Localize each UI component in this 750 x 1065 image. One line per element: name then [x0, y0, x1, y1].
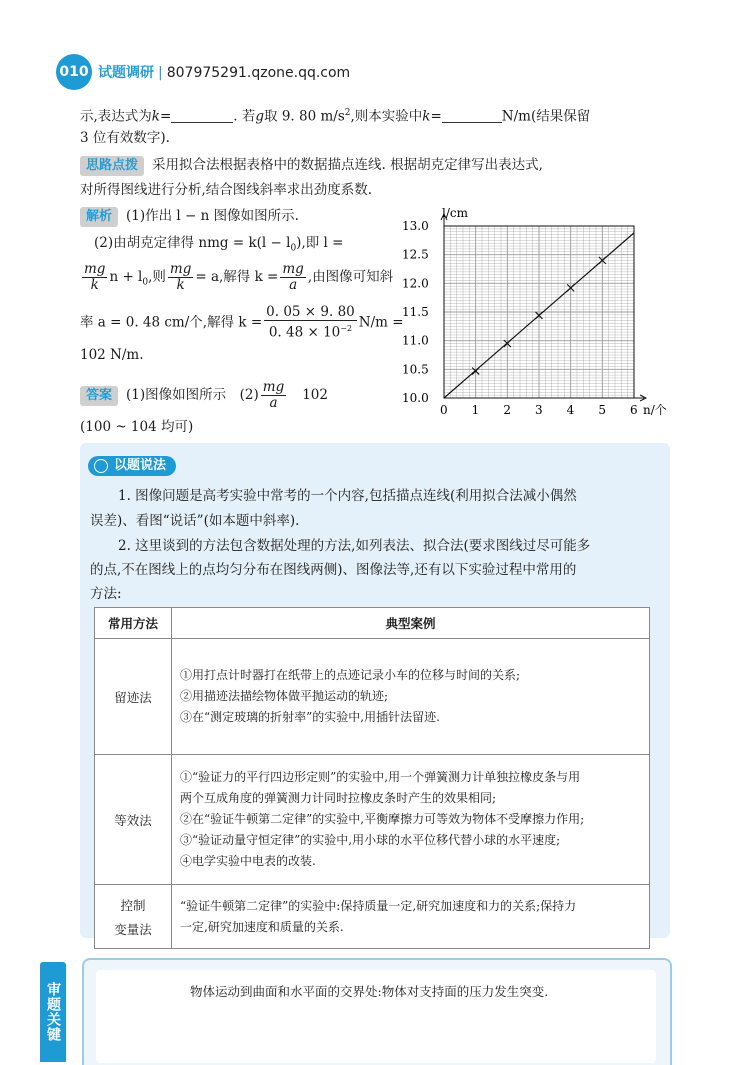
text-span: 示,表达式为: [80, 108, 152, 125]
answer-blank: [442, 108, 502, 123]
lightbulb-icon: [94, 459, 108, 473]
subscript: 0: [290, 243, 297, 254]
text-span: =: [159, 108, 172, 125]
var-k: k: [422, 108, 431, 125]
text-span: ,由图像可知斜: [307, 269, 394, 285]
side-label: 审题关键: [40, 962, 66, 1062]
answer-tag: 答案: [80, 386, 118, 406]
hint-line-2: 对所得图线进行分析,结合图线斜率求出劲度系数.: [80, 182, 373, 198]
denominator: [264, 321, 357, 341]
x-tick-label: 5: [598, 403, 606, 417]
analysis-line-2: [94, 233, 343, 259]
answer-blank: [171, 108, 233, 123]
fraction: [168, 262, 193, 293]
l-n-chart: [400, 200, 670, 420]
method-name: [95, 885, 172, 949]
table-row: [95, 885, 650, 949]
case-line: ④电学实验中电表的改装.: [180, 854, 316, 868]
fraction: [261, 380, 286, 411]
table-header: 典型案例: [172, 608, 650, 639]
header-title-text: 试题调研: [98, 65, 154, 81]
text-span: N/m(结果保留: [501, 108, 591, 125]
text-span: (1)图像如图所示 (2): [126, 387, 259, 403]
header-url[interactable]: 807975291.qzone.qq.com: [166, 65, 351, 81]
x-tick-label: 4: [566, 403, 575, 417]
header-title: [98, 62, 350, 82]
superscript: 2: [344, 108, 351, 118]
text-span: 取 9. 80 m/s: [264, 108, 345, 125]
analysis-tag: 解析: [80, 207, 118, 227]
y-axis-label: l/cm: [442, 206, 468, 220]
x-tick-label: 6: [630, 403, 638, 417]
text-span: =: [430, 108, 442, 125]
superscript: −2: [340, 324, 353, 333]
table-header-row: [95, 608, 650, 639]
text-span: 率 a = 0. 48 cm/个,解得 k =: [80, 314, 263, 331]
table-row: [95, 755, 650, 885]
method-name-line: 变量法: [114, 921, 152, 937]
hint-line-1: [80, 155, 543, 176]
denominator: k: [90, 277, 99, 293]
case-line: ②在“验证牛顿第二定律”的实验中,平衡摩擦力可等效为物体不受摩擦力作用;: [180, 812, 585, 826]
text-span: ,则本实验中: [350, 108, 423, 125]
analysis-line-3: [80, 262, 393, 293]
method-p2-line1: 2. 这里谈到的方法包含数据处理的方法,如列表法、拟合法(要求图线过尽可能多: [118, 538, 591, 554]
method-p1-line2: 误差)、看图“说话”(如本题中斜率).: [90, 513, 300, 529]
case-line: ③在“测定玻璃的折射率”的实验中,用插针法留迹.: [180, 710, 440, 724]
method-tag-label: 以题说法: [114, 458, 167, 473]
case-line: 两个互成角度的弹簧测力计同时拉橡皮条时产生的效果相同;: [180, 791, 497, 805]
text-span: (2)由胡克定律得 nmg = k(l − l: [94, 235, 291, 251]
case-line: 一定,研究加速度和质量的关系.: [180, 919, 344, 934]
text-span: n + l: [109, 269, 143, 285]
method-name: 留迹法: [95, 639, 172, 755]
tip-text: 物体运动到曲面和水平面的交界处:物体对支持面的压力发生突变.: [190, 984, 549, 999]
analysis-line-4: [80, 305, 404, 341]
method-cases: [172, 755, 650, 885]
text-span: (1)作出 l − n 图像如图所示.: [126, 208, 299, 224]
text-span: ,则: [148, 269, 166, 285]
x-axis-label: n/个: [643, 403, 667, 417]
method-p2-line3: 方法:: [90, 586, 122, 602]
x-tick-label: 0: [440, 403, 448, 417]
y-tick-label: 10.0: [402, 391, 429, 405]
denominator: a: [269, 395, 278, 411]
case-line: “验证牛顿第二定律”的实验中:保持质量一定,研究加速度和力的关系;保持力: [180, 898, 577, 913]
table-header: 常用方法: [95, 608, 172, 639]
analysis-line-5: 102 N/m.: [80, 347, 144, 363]
var-k: k: [151, 108, 160, 125]
methods-table: [94, 607, 650, 949]
answer-range: (100 ~ 104 均可): [80, 419, 194, 435]
text-line-2: 3 位有效数字).: [80, 130, 170, 146]
method-cases: [172, 885, 650, 949]
method-name-line: 控制: [120, 897, 146, 913]
fraction: [264, 305, 357, 341]
case-line: ①用打点计时器打在纸带上的点迹记录小车的位移与时间的关系;: [180, 668, 521, 682]
method-cases: [172, 639, 650, 755]
x-tick-label: 2: [503, 403, 511, 417]
denominator-text: 0. 48 × 10: [268, 324, 341, 341]
x-tick-label: 3: [535, 403, 543, 417]
text-span: 采用拟合法根据表格中的数据描点连线. 根据胡克定律写出表达式,: [152, 157, 543, 173]
table-row: [95, 639, 650, 755]
y-tick-label: 12.0: [402, 276, 429, 291]
header-separator: |: [158, 65, 163, 81]
numerator: mg: [282, 261, 304, 277]
case-line: ①“验证力的平行四边形定则”的实验中,用一个弹簧测力计单独拉橡皮条与用: [180, 770, 581, 784]
numerator: mg: [169, 261, 192, 277]
y-tick-label: 11.0: [402, 333, 429, 348]
text-line-1: [80, 103, 590, 127]
numerator: 0. 05 × 9. 80: [266, 304, 355, 320]
text-span: . 若: [233, 108, 256, 125]
axes: [441, 214, 646, 401]
text-span: N/m =: [358, 314, 404, 331]
method-name: 等效法: [95, 755, 172, 885]
analysis-line-1: [80, 206, 299, 227]
case-line: ②用描迹法描绘物体做平抛运动的轨迹;: [180, 689, 389, 703]
numerator: mg: [262, 379, 285, 395]
method-tag: [88, 456, 176, 476]
y-tick-label: 12.5: [402, 247, 429, 262]
answer-line: [80, 380, 328, 411]
subscript: 0: [142, 277, 149, 288]
case-line: ③“验证动量守恒定律”的实验中,用小球的水平位移代替小球的水平速度;: [180, 833, 561, 847]
method-p2-line2: 的点,不在图线上的点均匀分布在图线两侧)、图像法等,还有以下实验过程中常用的: [90, 562, 577, 578]
y-tick-label: 11.5: [402, 305, 429, 319]
fraction: [82, 262, 107, 293]
fraction: [280, 262, 305, 293]
page-number-badge: 010: [56, 54, 92, 90]
answer-value: 102: [302, 387, 328, 403]
y-tick-label: 13.0: [402, 219, 429, 233]
text-span: ),即 l =: [296, 235, 344, 251]
denominator: a: [289, 277, 298, 293]
hint-tag: 思路点拨: [80, 156, 144, 176]
denominator: k: [176, 277, 185, 293]
x-tick-label: 1: [471, 403, 480, 417]
text-span: = a,解得 k =: [195, 269, 279, 285]
numerator: mg: [84, 261, 106, 277]
method-p1-line1: 1. 图像问题是高考实验中常考的一个内容,包括描点连线(利用拟合法减小偶然: [118, 488, 577, 504]
var-g: g: [255, 108, 265, 125]
y-tick-label: 10.5: [402, 362, 429, 377]
